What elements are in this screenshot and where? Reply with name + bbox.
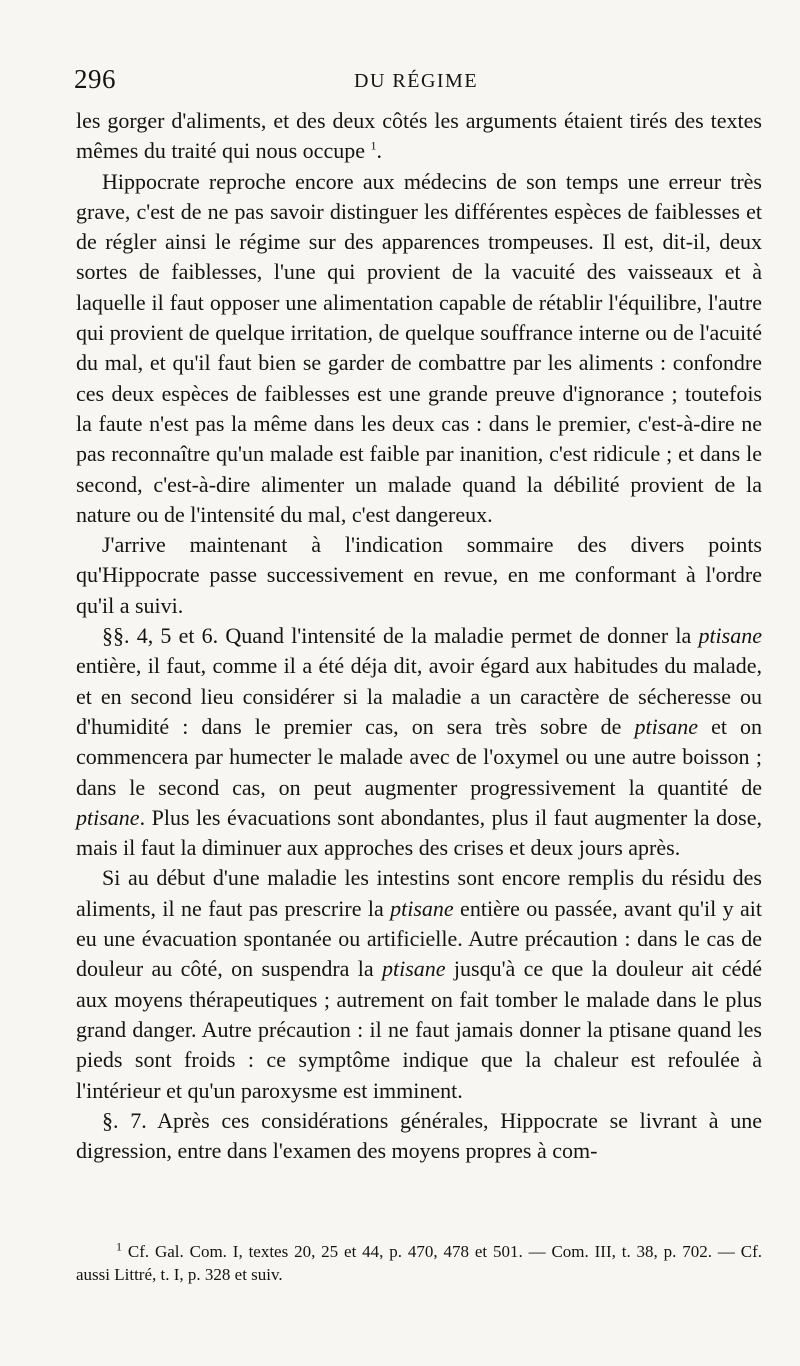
italic-term: ptisane <box>76 804 140 830</box>
paragraph: Hippocrate reproche encore aux médecins de son temps une erreur très grave, c'est de ne pas savoir distinguer les différentes espèces de faiblesses et de régler ainsi le régime sur des apparences trompeuses. Il est, dit-il, deux sortes de faiblesses, l'une qui provient de la vacuité des vaisseaux et à laquelle il faut opposer une alimentation capable de rétablir l'équilibre, l'autre qui provient de quelque irritation, de quelque souffrance interne ou de l'acuité du mal, et qu'il faut bien se garder de combattre par les aliments : confondre ces deux espèces de faiblesses est une grande preuve d'ignorance ; toutefois la faute n'est pas la même dans les deux cas : dans le premier, c'est-à-dire ne pas reconnaître qu'un malade est faible par inanition, c'est ridicule ; et dans le second, c'est-à-dire alimenter un malade quand la débilité provient de la nature ou de l'intensité du mal, c'est dangereux. <box>76 168 762 527</box>
paragraph: J'arrive maintenant à l'indication sommaire des divers points qu'Hippocrate passe successivement en revue, en me conformant à l'ordre qu'il a suivi. <box>76 532 762 618</box>
page-number: 296 <box>74 64 116 94</box>
paragraph: §§. 4, 5 et 6. Quand l'intensité de la maladie permet de donner la ptisane entière, il faut, comme il a été déja dit, avoir égard aux habitudes du malade, et en second lieu considérer si la maladie a un caractère de sécheresse ou d'humidité : dans le premier cas, on sera très sobre de ptisane et on commencera par humecter le malade avec de l'oxymel ou une autre boisson ; dans le second cas, on peut augmenter progressivement la quantité de ptisane. Plus les évacuations sont abondantes, plus il faut augmenter la dose, mais il faut la diminuer aux approches des crises et deux jours après. <box>76 623 762 861</box>
running-head: DU RÉGIME <box>354 70 479 92</box>
footnote-text: Cf. Gal. Com. I, textes 20, 25 et 44, p. 470, 478 et 501. — Com. III, t. 38, p. 702. — Cf. aussi Littré, t. I, p. 328 et suiv. <box>76 1242 762 1284</box>
italic-term: ptisane <box>634 713 699 739</box>
page-header <box>74 64 764 104</box>
italic-term: ptisane <box>698 623 762 649</box>
italic-term: ptisane <box>382 956 446 982</box>
main-text <box>76 106 762 1166</box>
paragraph: les gorger d'aliments, et des deux côtés les arguments étaient tirés des textes mêmes du traité qui nous occupe $^1$. <box>76 108 762 164</box>
footnote-reference: 1 <box>370 138 377 153</box>
footnote-mark: 1 <box>116 1239 122 1254</box>
paragraph: Si au début d'une maladie les intestins sont encore remplis du résidu des aliments, il ne faut pas prescrire la ptisane entière ou passée, avant qu'il y ait eu une évacuation spontanée ou artificielle. Autre précaution : dans le cas de douleur au côté, on suspendra la ptisane jusqu'à ce que la douleur ait cédé aux moyens thérapeutiques ; autrement on fait tomber le malade dans le plus grand danger. Autre précaution : il ne faut jamais donner la ptisane quand les pieds sont froids : ce symptôme indique que la chaleur est refoulée à l'intérieur et qu'un paroxysme est imminent. <box>76 865 762 1103</box>
footnote <box>76 1240 762 1286</box>
paragraph: §. 7. Après ces considérations générales, Hippocrate se livrant à une digression, entre dans l'examen des moyens propres à com- <box>76 1107 762 1164</box>
italic-term: ptisane <box>390 895 454 921</box>
